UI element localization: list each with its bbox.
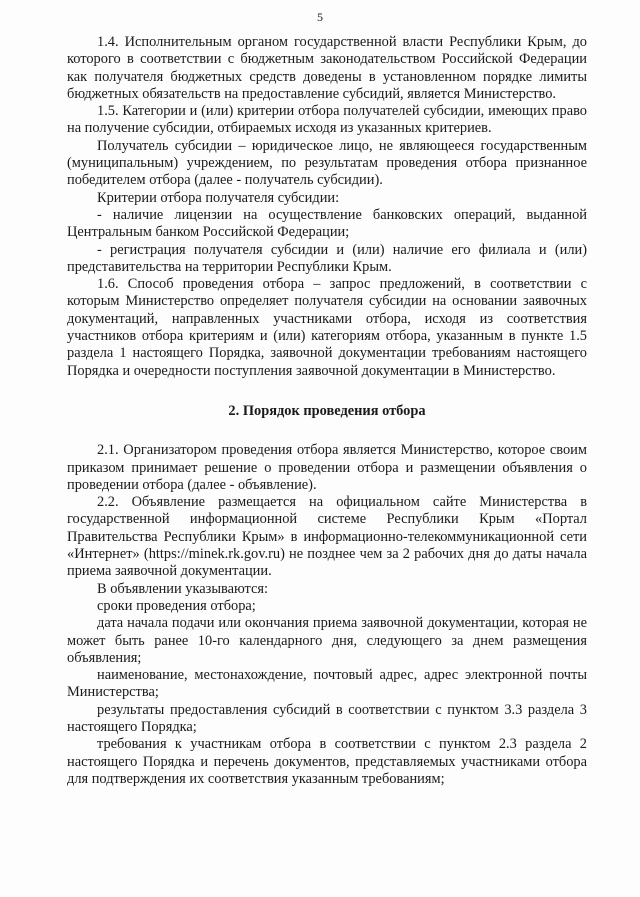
paragraph-2-2: 2.2. Объявление размещается на официальном сайте Министерства в государственной информационной системе Республики Крым «Портал Правительства Республики Крым» в информационно-телекоммуникационной сети «Интернет» (https://minek.rk.gov.ru) не позднее чем за 2 рабочих дня до даты начала приема заявочной документации. bbox=[67, 494, 587, 580]
document-body bbox=[67, 34, 587, 788]
list-item-start-date: дата начала подачи или окончания приема заявочной документации, которая не может быть ранее 10-го календарного дня, следующего за днем размещения объявления; bbox=[67, 615, 587, 666]
paragraph-criteria-intro: Критерии отбора получателя субсидии: bbox=[97, 189, 340, 206]
paragraph-announcement-intro: В объявлении указываются: bbox=[97, 580, 269, 597]
paragraph-2-1: 2.1. Организатором проведения отбора является Министерство, которое своим приказом принимает решение о проведении отбора и размещении объявления о проведении отбора (далее - объявление). bbox=[67, 442, 587, 493]
list-item-deadlines: сроки проведения отбора; bbox=[97, 597, 256, 614]
paragraph-criterion-registration: - регистрация получателя субсидии и (или) наличие его филиала и (или) представительства на территории Республики Крым. bbox=[67, 241, 587, 275]
paragraph-recipient-definition: Получатель субсидии – юридическое лицо, не являющееся государственным (муниципальным) учреждением, по результатам проведения отбора признанное победителем отбора (далее - получатель субсидии). bbox=[67, 137, 587, 189]
paragraph-criterion-license: - наличие лицензии на осуществление банковских операций, выданной Центральным банком Российской Федерации; bbox=[67, 206, 587, 241]
list-item-contacts: наименование, местонахождение, почтовый адрес, адрес электронной почты Министерства; bbox=[67, 667, 587, 701]
paragraph-1-5: 1.5. Категории и (или) критерии отбора получателей субсидии, имеющих право на получение субсидии, отбираемых исходя из указанных критериев. bbox=[67, 103, 587, 137]
list-item-requirements: требования к участникам отбора в соответствии с пунктом 2.3 раздела 2 настоящего Порядка и перечень документов, представляемых участниками отбора для подтверждения их соответствия указанным требованиям; bbox=[67, 736, 587, 787]
paragraph-1-6: 1.6. Способ проведения отбора – запрос предложений, в соответствии с которым Министерство определяет получателя субсидии на основании заявочных документаций, направленных участниками отбора, исходя из соответствия участников отбора критериям и (или) категориям отбора, указанным в пункте 1.5 раздела 1 настоящего Порядка, заявочной документации требованиям настоящего Порядка и очередности поступления заявочной документации в Министерство. bbox=[67, 276, 587, 379]
paragraph-1-4: 1.4. Исполнительным органом государственной власти Республики Крым, до которого в соответствии с бюджетным законодательством Российской Федерации как получателя бюджетных средств доведены в установленном порядке лимиты бюджетных обязательств на предоставление субсидий, является Министерство. bbox=[67, 34, 587, 102]
section-heading: 2. Порядок проведения отбора bbox=[228, 402, 426, 419]
page-number: 5 bbox=[317, 10, 323, 24]
list-item-results: результаты предоставления субсидий в соответствии с пунктом 3.3 раздела 3 настоящего Порядка; bbox=[67, 701, 587, 735]
